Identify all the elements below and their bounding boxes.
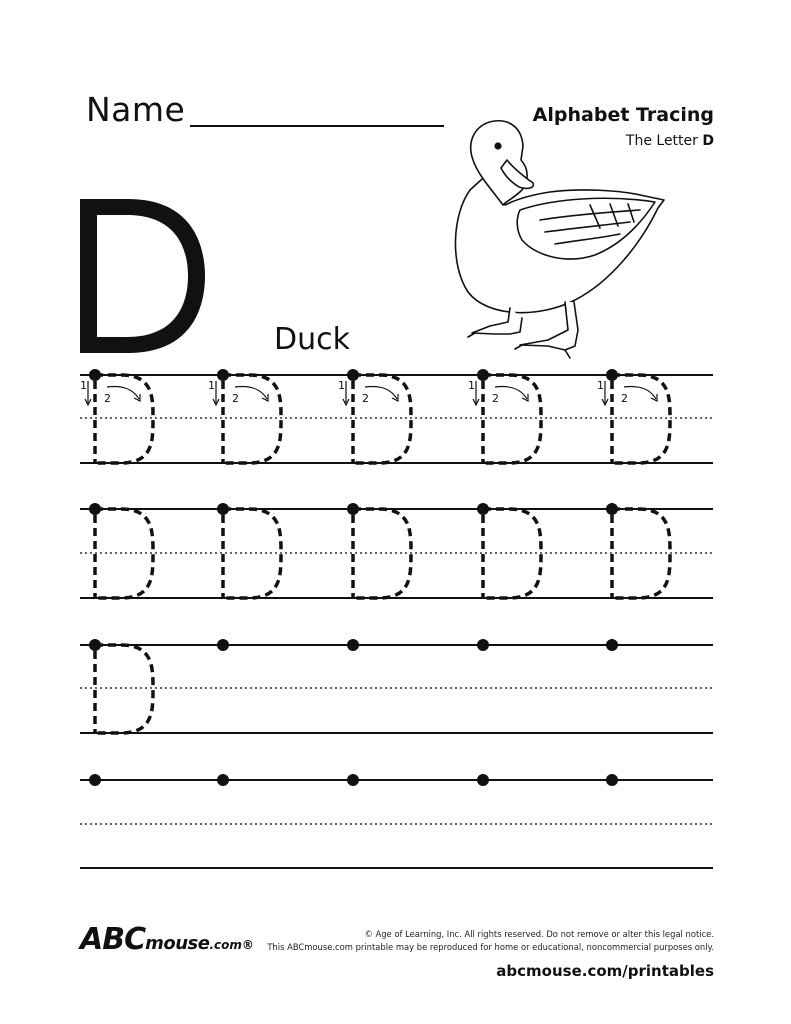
tracing-letter-d[interactable] xyxy=(347,503,411,598)
tracing-letter-d[interactable] xyxy=(606,639,618,651)
start-dot xyxy=(217,774,229,786)
start-dot xyxy=(477,639,489,651)
start-dot xyxy=(606,639,618,651)
arrow-head-curve xyxy=(522,394,528,401)
abcmouse-logo xyxy=(80,922,254,957)
copyright-notice xyxy=(267,928,714,954)
subtitle-letter: D xyxy=(702,133,714,149)
tracing-letter-d[interactable] xyxy=(347,639,359,651)
printables-link[interactable]: abcmouse.com/printables xyxy=(496,962,714,980)
arrow-curve xyxy=(235,387,267,400)
dashed-bowl xyxy=(95,509,153,598)
arrow-curve xyxy=(107,387,139,400)
big-letter-d xyxy=(80,199,205,353)
tracing-letter-d[interactable] xyxy=(89,503,153,598)
logo-mouse: mouse xyxy=(145,933,210,954)
tracing-letter-d[interactable] xyxy=(80,369,153,463)
stroke-number-2: 2 xyxy=(232,392,239,405)
start-dot xyxy=(347,639,359,651)
logo-abc: ABC xyxy=(80,922,146,957)
tracing-letter-d[interactable] xyxy=(89,774,101,786)
tracing-letter-d[interactable] xyxy=(606,774,618,786)
tracing-letter-d[interactable] xyxy=(217,639,229,651)
worksheet-title: Alphabet Tracing xyxy=(532,104,714,126)
stroke-number-1: 1 xyxy=(338,379,345,392)
stroke-number-1: 1 xyxy=(597,379,604,392)
start-dot xyxy=(217,639,229,651)
arrow-head-curve xyxy=(392,394,398,401)
example-word: Duck xyxy=(274,322,350,357)
stroke-number-2: 2 xyxy=(362,392,369,405)
tracing-letter-d[interactable] xyxy=(338,369,411,463)
dashed-bowl xyxy=(95,645,153,733)
tracing-letter-d[interactable] xyxy=(208,369,281,463)
tracing-letter-d[interactable] xyxy=(217,503,281,598)
tracing-letter-d[interactable] xyxy=(477,503,541,598)
arrow-curve xyxy=(624,387,656,400)
copyright-line-2: This ABCmouse.com printable may be reproduced for home or educational, noncommercial purposes only. xyxy=(267,942,714,952)
duck-illustration xyxy=(455,121,664,358)
stroke-number-2: 2 xyxy=(104,392,111,405)
tracing-letter-d[interactable] xyxy=(347,774,359,786)
tracing-letter-d[interactable] xyxy=(477,639,489,651)
copyright-line-1: © Age of Learning, Inc. All rights reserved. Do not remove or alter this legal notice. xyxy=(364,929,714,939)
name-label: Name xyxy=(86,90,186,129)
tracing-letter-d[interactable] xyxy=(597,369,670,463)
tracing-letters[interactable] xyxy=(80,369,670,786)
start-dot xyxy=(477,774,489,786)
stroke-number-2: 2 xyxy=(492,392,499,405)
start-dot xyxy=(89,774,101,786)
tracing-letter-d[interactable] xyxy=(477,774,489,786)
stroke-number-1: 1 xyxy=(208,379,215,392)
tracing-letter-d[interactable] xyxy=(606,503,670,598)
tracing-letter-d[interactable] xyxy=(468,369,541,463)
tracing-letter-d[interactable] xyxy=(217,774,229,786)
stroke-number-1: 1 xyxy=(80,379,87,392)
stroke-number-1: 1 xyxy=(468,379,475,392)
start-dot xyxy=(606,774,618,786)
logo-registered: ® xyxy=(241,938,254,952)
tracing-letter-d[interactable] xyxy=(89,639,153,733)
arrow-head-curve xyxy=(262,394,268,401)
arrow-curve xyxy=(495,387,527,400)
arrow-head-curve xyxy=(134,394,140,401)
arrow-curve xyxy=(365,387,397,400)
stroke-number-2: 2 xyxy=(621,392,628,405)
subtitle-prefix: The Letter xyxy=(625,133,698,149)
writing-lines xyxy=(80,375,713,868)
arrow-head-curve xyxy=(651,394,657,401)
logo-com: .com xyxy=(209,938,242,952)
start-dot xyxy=(347,774,359,786)
